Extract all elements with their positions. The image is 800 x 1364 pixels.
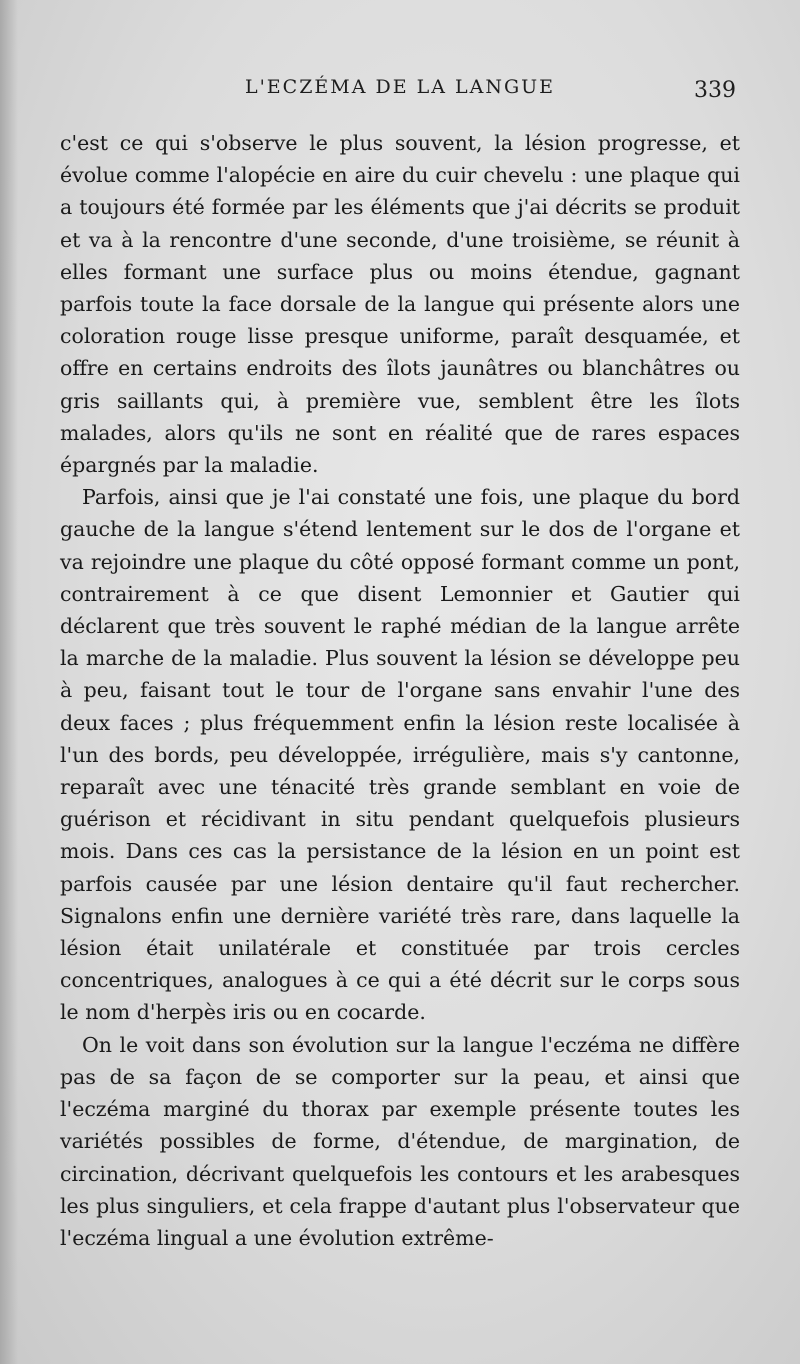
running-title: L'ECZÉMA DE LA LANGUE [244, 76, 556, 98]
running-head [60, 76, 740, 106]
body-text [60, 127, 740, 1254]
page-number: 339 [694, 78, 736, 103]
page-gutter-shadow [0, 0, 18, 1364]
paragraph: On le voit dans son évolution sur la langue l'eczéma ne diffère pas de sa façon de se comporter sur la peau, et ainsi que l'eczéma marginé du thorax par exemple présente toutes les variétés possibles de forme, d'étendue, de margination, de circination, décrivant quelquefois les contours et les arabesques les plus singuliers, et cela frappe d'autant plus l'observateur que l'eczéma lingual a une évolution extrême- [60, 1032, 740, 1250]
paragraph-continuation: c'est ce qui s'observe le plus souvent, la lésion progresse, et évolue comme l'alopécie en aire du cuir chevelu : une plaque qui a toujours été formée par les éléments que j'ai décrits se produit et va à la rencontre d'une seconde, d'une troisième, se réunit à elles formant une surface plus ou moins étendue, gagnant parfois toute la face dorsale de la langue qui présente alors une coloration rouge lisse presque uniforme, paraît desquamée, et offre en certains endroits des îlots jaunâtres ou blanchâtres ou gris saillants qui, à première vue, semblent être les îlots malades, alors qu'ils ne sont en réalité que de rares espaces épargnés par la maladie. [60, 131, 740, 478]
paragraph: Parfois, ainsi que je l'ai constaté une fois, une plaque du bord gauche de la langue s'étend lentement sur le dos de l'organe et va rejoindre une plaque du côté opposé formant comme un pont, contrairement à ce que disent Lemonnier et Gautier qui déclarent que très souvent le raphé médian de la langue arrête la marche de la maladie. Plus souvent la lésion se développe peu à peu, faisant tout le tour de l'organe sans envahir l'une des deux faces ; plus fréquemment enfin la lésion reste localisée à l'un des bords, peu développée, irrégulière, mais s'y cantonne, reparaît avec une ténacité très grande semblant en voie de guérison et récidivant in situ pendant quelquefois plusieurs mois. Dans ces cas la persistance de la lésion en un point est parfois causée par une lésion dentaire qu'il faut rechercher. Signalons enfin une dernière variété très rare, dans laquelle la lésion était unilatérale et constituée par trois cercles concentriques, analogues à ce qui a été décrit sur le corps sous le nom d'herpès iris ou en cocarde. [60, 485, 740, 1025]
